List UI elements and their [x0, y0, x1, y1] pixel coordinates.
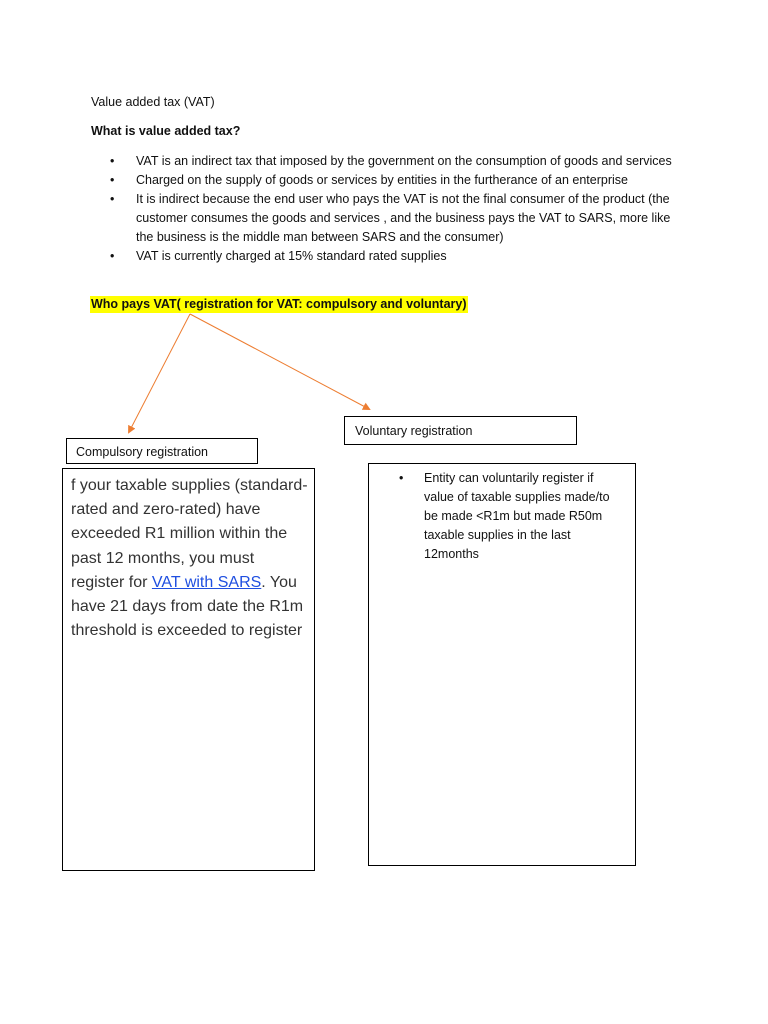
- bullet-icon: •: [110, 173, 115, 187]
- list-item: [108, 247, 688, 266]
- list-item-text: VAT is currently charged at 15% standard rated supplies: [136, 249, 447, 263]
- arrow-to-voluntary: [190, 314, 369, 409]
- list-item: [108, 171, 688, 190]
- who-pays-heading: Who pays VAT( registration for VAT: compulsory and voluntary): [91, 297, 467, 311]
- bullet-icon: •: [110, 154, 115, 168]
- list-item-text: Entity can voluntarily register if value of taxable supplies made/to be made <R1m but made R50m taxable supplies in the last 12months: [424, 471, 610, 561]
- list-item: [399, 469, 625, 564]
- voluntary-registration-label: Voluntary registration: [344, 416, 577, 445]
- vat-with-sars-link[interactable]: VAT with SARS: [151, 573, 262, 591]
- compulsory-registration-label: Compulsory registration: [66, 438, 258, 464]
- vat-definition-list: [108, 152, 688, 266]
- bullet-icon: •: [399, 471, 404, 485]
- bullet-icon: •: [110, 192, 115, 206]
- list-item-text: Charged on the supply of goods or services by entities in the furtherance of an enterprise: [136, 173, 628, 187]
- compulsory-text-end: . You have 21 days from date the R1m threshold is exceeded to register: [71, 573, 304, 640]
- list-item-text: It is indirect because the end user who pays the VAT is not the final consumer of the product (the customer consumes the goods and services , and the business pays the VAT to SARS, more like the business is the middle man between SARS and the consumer): [136, 192, 671, 244]
- list-item: [108, 152, 688, 171]
- arrow-to-compulsory: [129, 314, 190, 432]
- compulsory-text: f your taxable supplies (standard-rated and zero-rated) have exceeded R1 million within the past 12 months, you must register for: [71, 477, 308, 591]
- section-heading-what-is-vat: What is value added tax?: [91, 124, 241, 138]
- voluntary-list: [399, 469, 625, 564]
- compulsory-registration-box: [62, 468, 315, 871]
- bullet-icon: •: [110, 249, 115, 263]
- list-item-text: VAT is an indirect tax that imposed by the government on the consumption of goods and services: [136, 154, 672, 168]
- document-title: Value added tax (VAT): [91, 95, 215, 109]
- voluntary-registration-box: [368, 463, 636, 866]
- list-item: [108, 190, 688, 247]
